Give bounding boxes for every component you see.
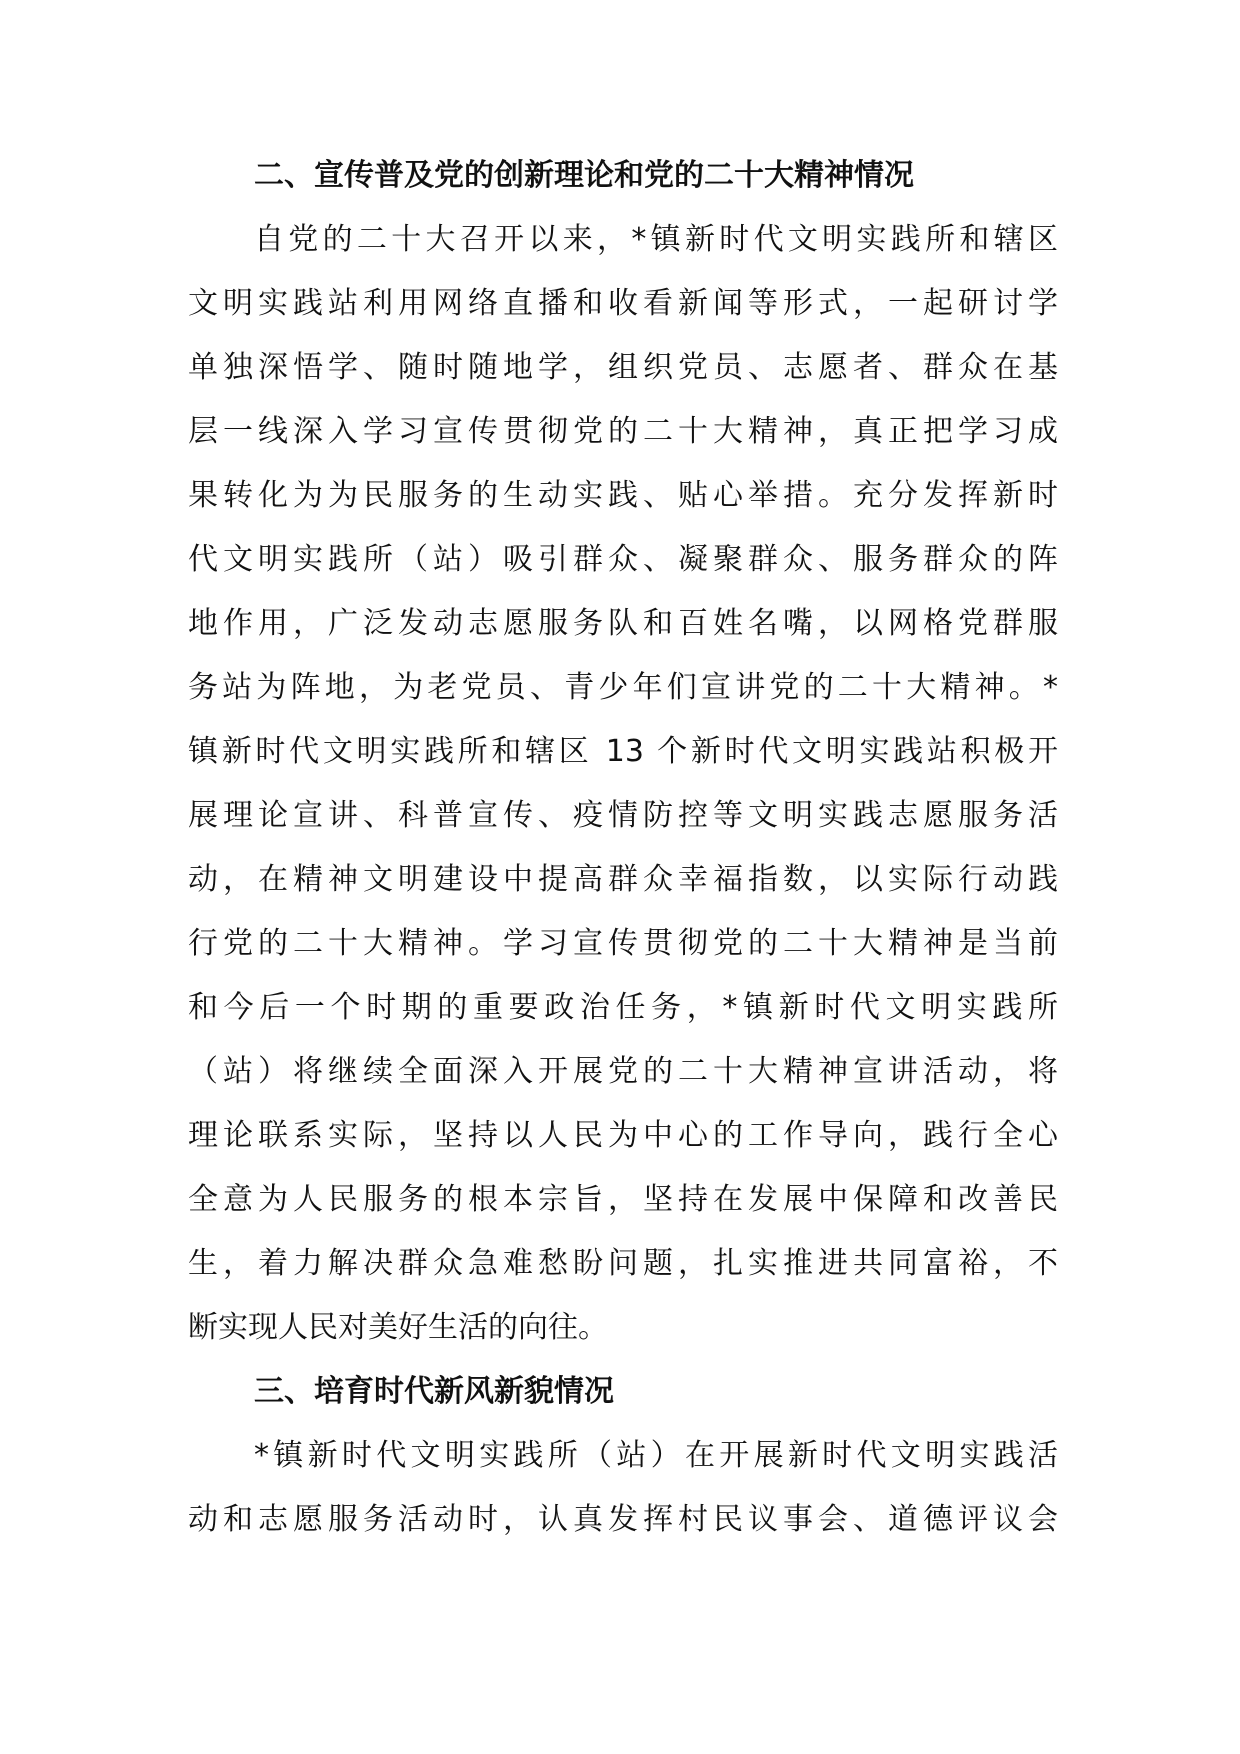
paragraph-line: 单独深悟学、随时随地学，组织党员、志愿者、群众在基 bbox=[188, 350, 1058, 385]
paragraph-line: 地作用，广泛发动志愿服务队和百姓名嘴，以网格党群服 bbox=[188, 606, 1058, 641]
paragraph-line: 文明实践站利用网络直播和收看新闻等形式，一起研讨学 bbox=[188, 286, 1058, 321]
paragraph-line: 层一线深入学习宣传贯彻党的二十大精神，真正把学习成 bbox=[188, 414, 1058, 449]
paragraph-line-last: 断实现人民对美好生活的向往。 bbox=[188, 1310, 608, 1345]
section-heading-3: 三、培育时代新风新貌情况 bbox=[254, 1374, 614, 1409]
paragraph-line: *镇新时代文明实践所（站）在开展新时代文明实践活 bbox=[254, 1438, 1058, 1473]
paragraph-line: 生，着力解决群众急难愁盼问题，扎实推进共同富裕，不 bbox=[188, 1246, 1058, 1281]
paragraph-line: 镇新时代文明实践所和辖区 13 个新时代文明实践站积极开 bbox=[188, 734, 1058, 769]
paragraph-line: 展理论宣讲、科普宣传、疫情防控等文明实践志愿服务活 bbox=[188, 798, 1058, 833]
paragraph-line: 行党的二十大精神。学习宣传贯彻党的二十大精神是当前 bbox=[188, 926, 1058, 961]
paragraph-line: （站）将继续全面深入开展党的二十大精神宣讲活动，将 bbox=[188, 1054, 1058, 1089]
paragraph-line: 动和志愿服务活动时，认真发挥村民议事会、道德评议会 bbox=[188, 1502, 1058, 1537]
paragraph-line: 动，在精神文明建设中提高群众幸福指数，以实际行动践 bbox=[188, 862, 1058, 897]
paragraph-line: 全意为人民服务的根本宗旨，坚持在发展中保障和改善民 bbox=[188, 1182, 1058, 1217]
paragraph-line: 代文明实践所（站）吸引群众、凝聚群众、服务群众的阵 bbox=[188, 542, 1058, 577]
paragraph-line: 理论联系实际，坚持以人民为中心的工作导向，践行全心 bbox=[188, 1118, 1058, 1153]
paragraph-line: 和今后一个时期的重要政治任务，*镇新时代文明实践所 bbox=[188, 990, 1058, 1025]
paragraph-line: 果转化为为民服务的生动实践、贴心举措。充分发挥新时 bbox=[188, 478, 1058, 513]
paragraph-line: 自党的二十大召开以来，*镇新时代文明实践所和辖区 bbox=[254, 222, 1058, 257]
paragraph-line: 务站为阵地，为老党员、青少年们宣讲党的二十大精神。* bbox=[188, 670, 1058, 705]
section-heading-2: 二、宣传普及党的创新理论和党的二十大精神情况 bbox=[254, 158, 914, 193]
